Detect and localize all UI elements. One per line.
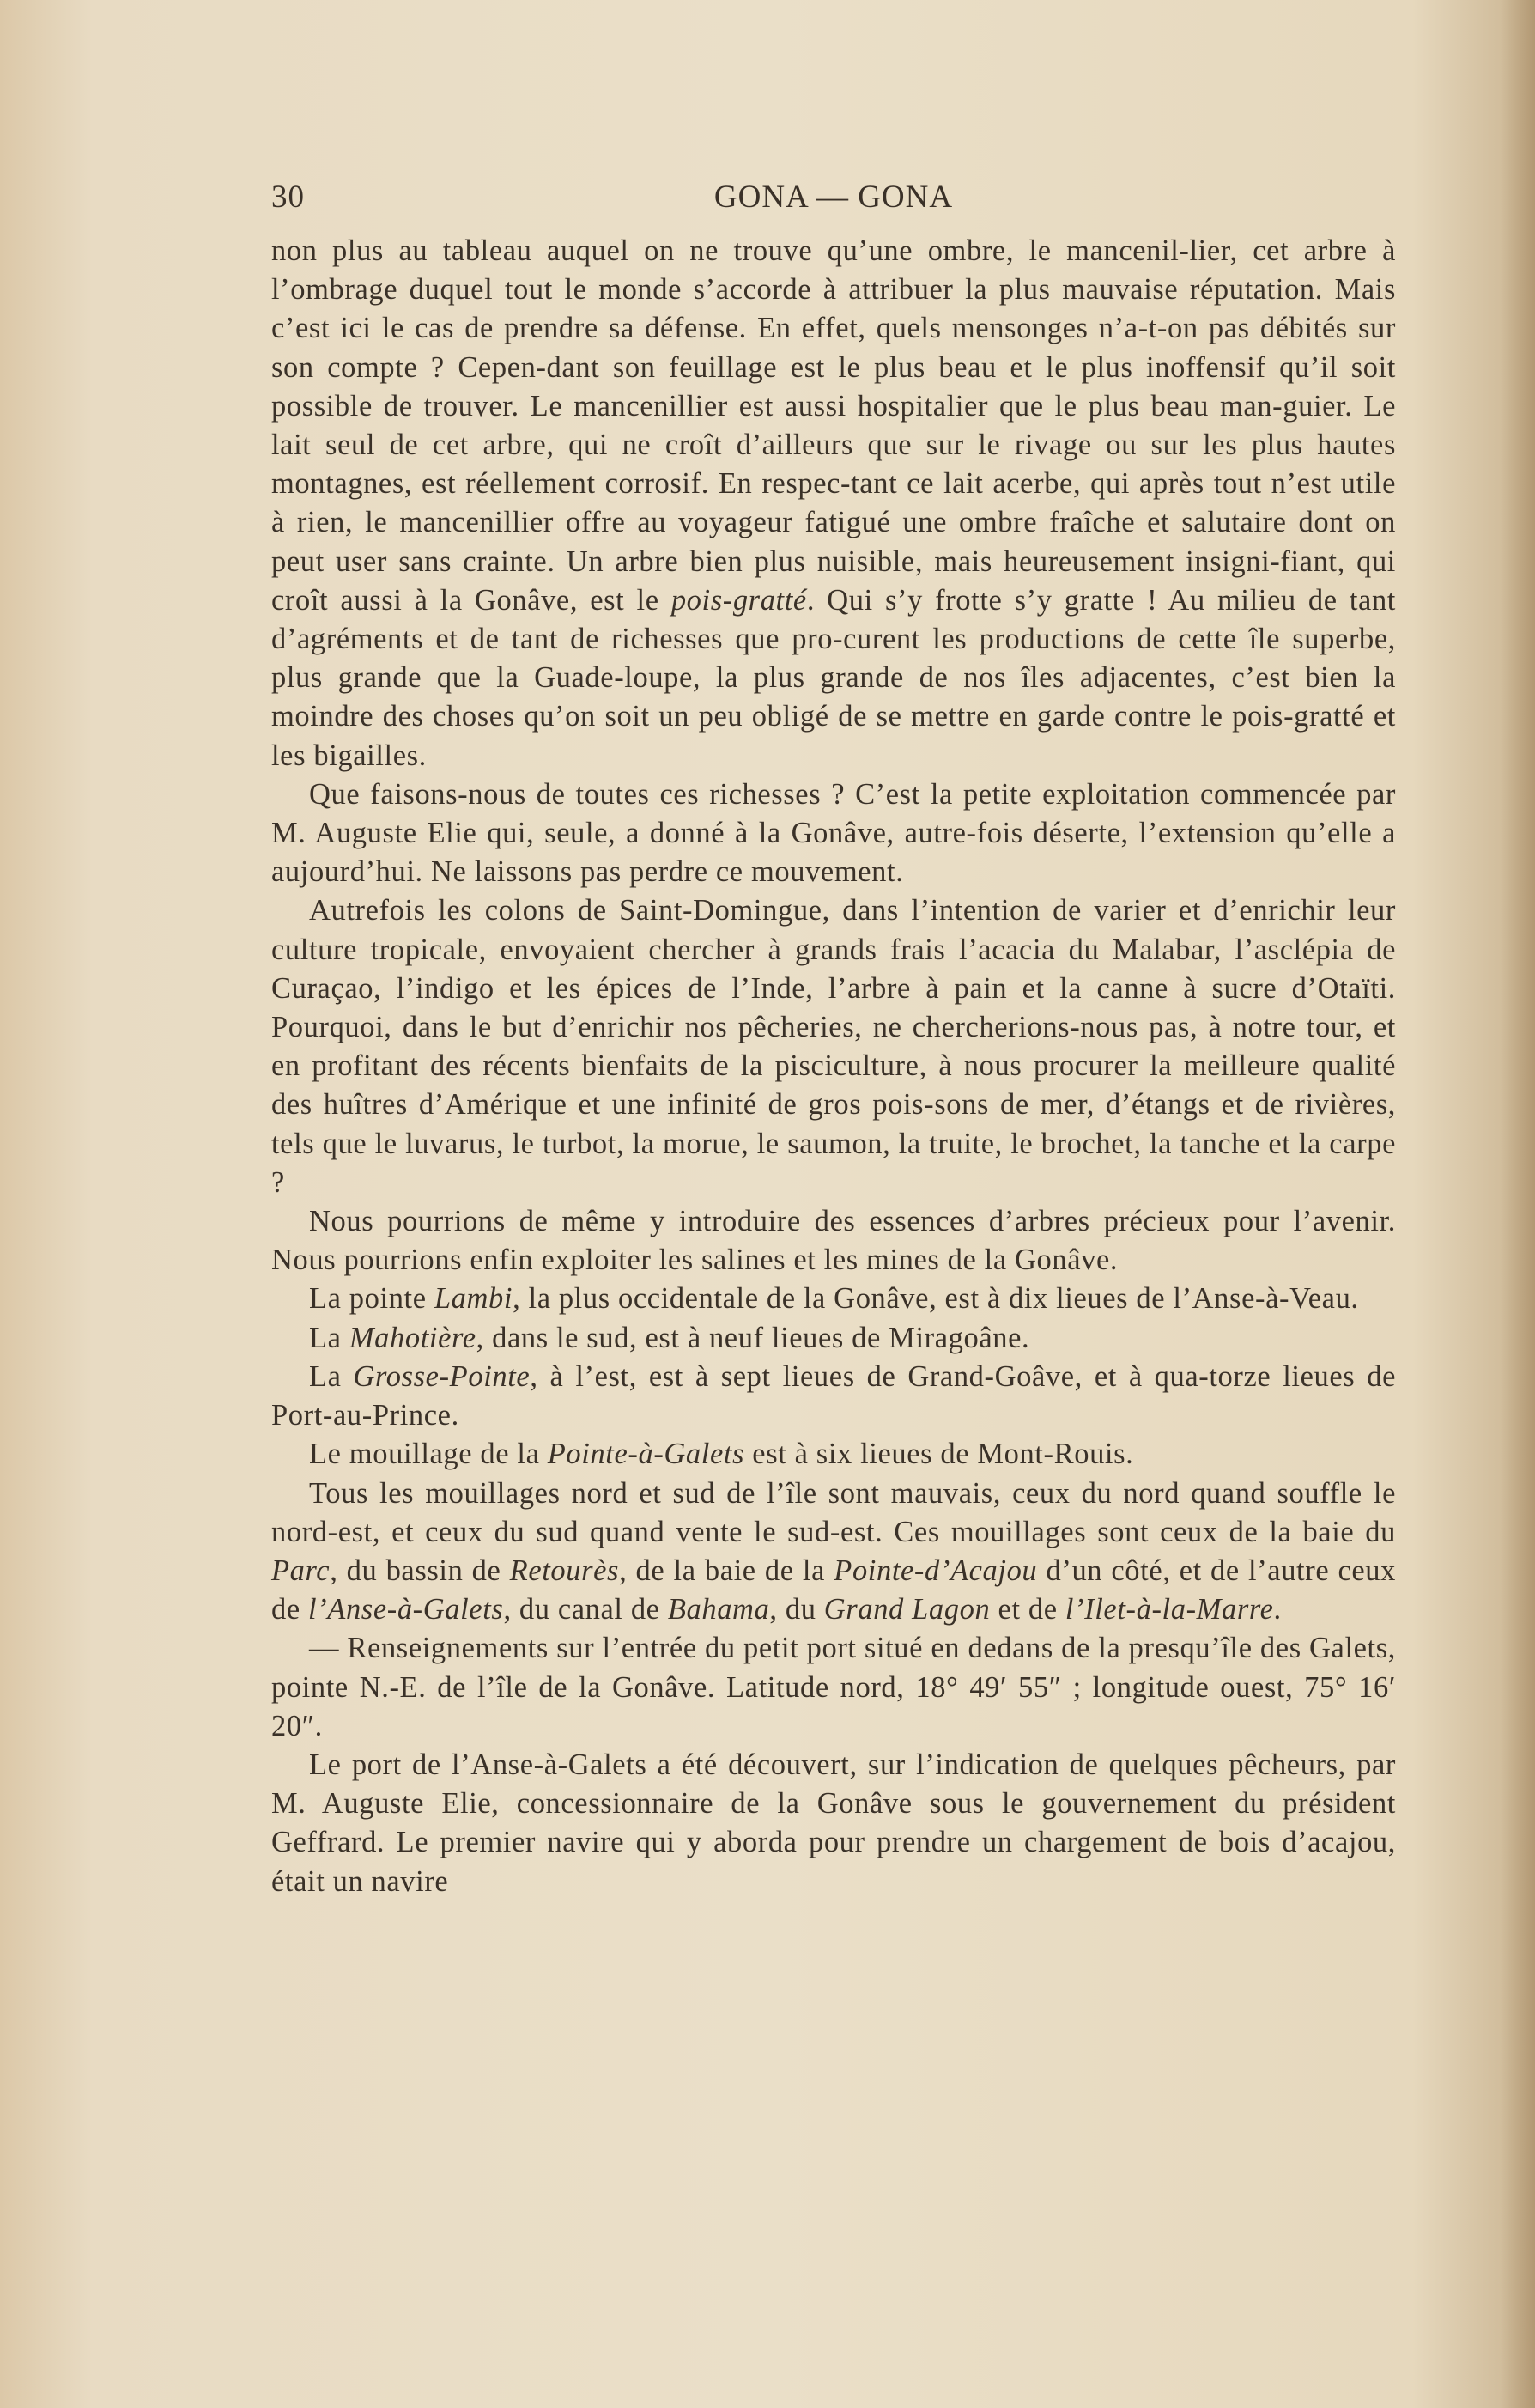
text-run: et de: [990, 1593, 1065, 1627]
text-run: Le mouillage de la: [309, 1438, 548, 1471]
text-run: .: [1273, 1593, 1282, 1627]
body-text: [271, 232, 1396, 1901]
text-run: Le port de l’Anse-à-Galets a été découvert, sur l’indication de quelques pêcheurs, par M. Auguste Elie, concessionnaire de la Gonâve sous le gouvernement du président Geffrard. Le premier navire qui y aborda pour prendre un chargement de bois d’acajou, était un navire: [271, 1748, 1396, 1898]
paragraph: [271, 1746, 1396, 1901]
text-run: , du canal de: [503, 1593, 668, 1627]
text-run: . Qui s’y frotte s’y gratte ! Au milieu de tant d’agréments et de tant de richesses que pro-curent les productions de cette île superbe, plus grande que la Guade-loupe, la plus grande de nos îles adjacentes, c’est bien la moindre des choses qu’on soit un peu obligé de se mettre en garde contre le pois-gratté et les bigailles.: [271, 583, 1396, 772]
paragraph: [271, 1358, 1396, 1435]
paragraph: [271, 1435, 1396, 1474]
text-run: , dans le sud, est à neuf lieues de Miragoâne.: [476, 1321, 1030, 1354]
text-run: , à l’est, est à sept lieues de Grand-Goâve, et à qua-torze lieues de Port-au-Prince.: [271, 1359, 1396, 1432]
page-header: [271, 163, 1396, 232]
paragraph: [271, 891, 1396, 1202]
page-number: 30: [271, 179, 305, 215]
italic-text: Pointe-à-Galets: [547, 1438, 745, 1471]
text-run: , de la baie de la: [619, 1554, 834, 1587]
text-run: La: [309, 1321, 349, 1354]
paragraph: [271, 1319, 1396, 1358]
text-run: La: [309, 1359, 354, 1393]
italic-text: l’Ilet-à-la-Marre: [1065, 1593, 1274, 1627]
italic-text: Retourès: [509, 1554, 620, 1587]
text-run: Nous pourrions de même y introduire des essences d’arbres précieux pour l’avenir. Nous pourrions enfin exploiter les salines et les mines de la Gonâve.: [271, 1205, 1396, 1277]
italic-text: Grand Lagon: [823, 1593, 991, 1627]
italic-text: Lambi: [434, 1282, 513, 1316]
paragraph: [271, 775, 1396, 892]
text-run: d’un côté, et de l’autre ceux de: [271, 1554, 1396, 1627]
text-run: , du bassin de: [330, 1554, 510, 1587]
italic-text: Bahama: [667, 1593, 770, 1627]
paragraph: [271, 1202, 1396, 1280]
text-run: La pointe: [309, 1282, 434, 1316]
book-page: [271, 163, 1396, 1901]
text-run: Autrefois les colons de Saint-Domingue, dans l’intention de varier et d’enrichir leur culture tropicale, envoyaient chercher à grands frais l’acacia du Malabar, l’asclépia de Curaçao, l’indigo et les épices de l’Inde, l’arbre à pain et la canne à sucre d’Otaïti. Pourquoi, dans le but d’enrichir nos pêcheries, ne chercherions-nous pas, à notre tour, et en profitant des récents bienfaits de la pisciculture, à nous procurer la meilleure qualité des huîtres d’Amérique et une infinité de gros pois-sons de mer, d’étangs et de rivières, tels que le luvarus, le turbot, la morue, le saumon, la truite, le brochet, la tanche et la carpe ?: [271, 894, 1396, 1199]
paragraph: [271, 1629, 1396, 1746]
text-run: Tous les mouillages nord et sud de l’île sont mauvais, ceux du nord quand souffle le nord-est, et ceux du sud quand vente le sud-est. Ces mouillages sont ceux de la baie du: [271, 1476, 1396, 1548]
text-run: est à six lieues de Mont-Rouis.: [744, 1438, 1134, 1471]
text-run: non plus au tableau auquel on ne trouve qu’une ombre, le mancenil-lier, cet arbre à l’ombrage duquel tout le monde s’accorde à attribuer la plus mauvaise réputation. Mais c’est ici le cas de prendre sa défense. En effet, quels mensonges n’a-t-on pas débités sur son compte ? Cepen-dant son feuillage est le plus beau et le plus inoffensif qu’il soit possible de trouver. Le mancenillier est aussi hospitalier que le plus beau man-guier. Le lait seul de cet arbre, qui ne croît d’ailleurs que sur le rivage ou sur les plus hautes montagnes, est réellement corrosif. En respec-tant ce lait acerbe, qui après tout n’est utile à rien, le mancenillier offre au voyageur fatigué une ombre fraîche et salutaire dont on peut user sans crainte. Un arbre bien plus nuisible, mais heureusement insigni-fiant, qui croît aussi à la Gonâve, est le: [271, 234, 1396, 617]
italic-text: Grosse-Pointe: [353, 1359, 531, 1393]
paragraph: [271, 1475, 1396, 1630]
italic-text: l’Anse-à-Galets: [308, 1593, 504, 1627]
italic-text: Mahotière: [349, 1321, 476, 1354]
text-run: , la plus occidentale de la Gonâve, est à dix lieues de l’Anse-à-Veau.: [513, 1282, 1359, 1316]
text-run: — Renseignements sur l’entrée du petit port situé en dedans de la presqu’île des Galets, pointe N.-E. de l’île de la Gonâve. Latitude nord, 18° 49′ 55″ ; longitude ouest, 75° 16′ 20″.: [271, 1632, 1396, 1742]
italic-text: Pointe-d’Acajou: [834, 1554, 1038, 1587]
italic-text: Parc: [271, 1554, 331, 1587]
text-run: Que faisons-nous de toutes ces richesses ? C’est la petite exploitation commencée par M. Auguste Elie qui, seule, a donné à la Gonâve, autre-fois déserte, l’extension qu’elle a aujourd’hui. Ne laissons pas perdre ce mouvement.: [271, 777, 1396, 889]
text-run: , du: [769, 1593, 824, 1627]
italic-text: pois-gratté: [670, 583, 807, 617]
page-edge-shadow: [1501, 0, 1535, 2408]
running-head: GONA — GONA: [713, 179, 954, 215]
paragraph: [271, 1280, 1396, 1318]
paragraph: [271, 232, 1396, 775]
